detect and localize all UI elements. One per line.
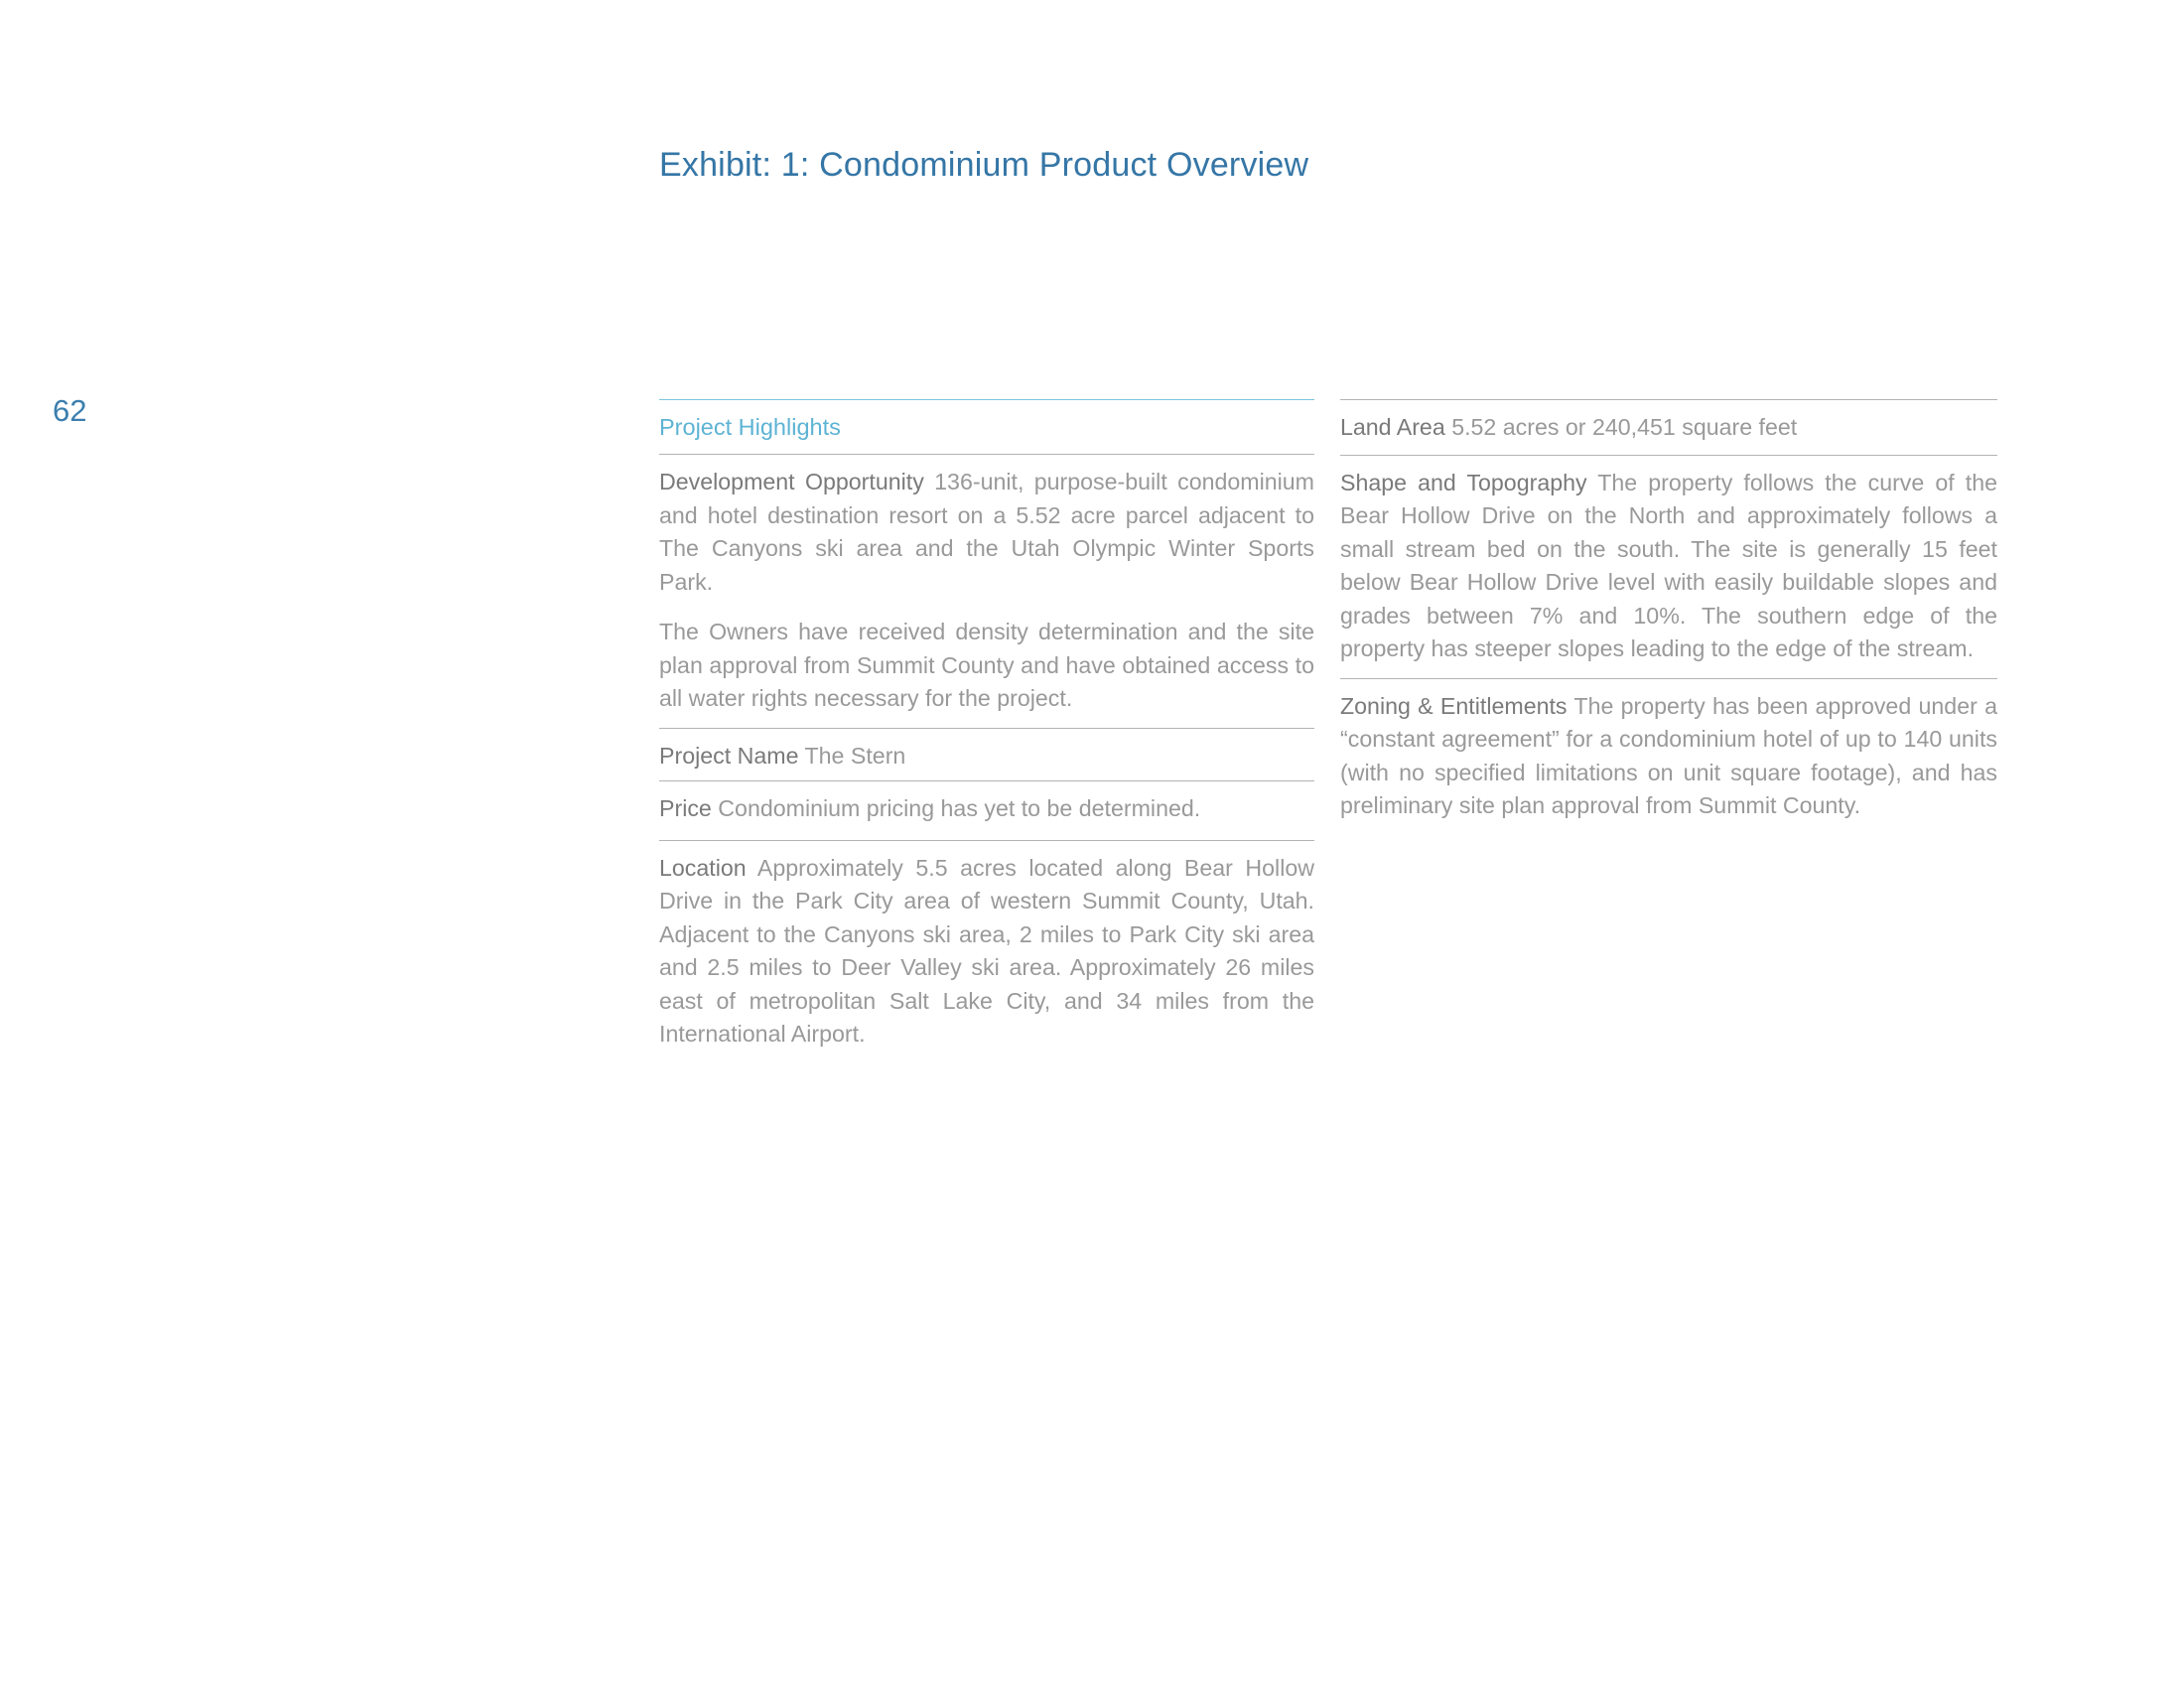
location-text: Approximately 5.5 acres located along Bear Hollow Drive in the Park City area of western Summit County, Utah. Adjacent to the Canyons ski area, 2 miles to Park City ski area and 2.5 miles to Deer Valley ski area. Approximately 26 miles east of metropolitan Salt Lake City, and 34 miles from the International Airport. (659, 854, 1314, 1047)
shape-topography-label: Shape and Topography (1340, 469, 1587, 495)
location-section (659, 840, 1314, 1063)
zoning-entitlements-section (1340, 678, 1997, 835)
shape-topography-paragraph (1340, 467, 1997, 666)
shape-topography-text: The property follows the curve of the Bear Hollow Drive on the North and approximately follows a small stream bed on the south. The site is generally 15 feet below Bear Hollow Drive level with easily buildable slopes and grades between 7% and 10%. The southern edge of the property has steeper slopes leading to the edge of the stream. (1340, 469, 1997, 661)
left-column (659, 399, 1314, 1063)
project-name-paragraph (659, 740, 1314, 774)
zoning-entitlements-paragraph (1340, 690, 1997, 823)
price-label: Price (659, 795, 712, 821)
development-opportunity-label: Development Opportunity (659, 469, 924, 494)
land-area-section (1340, 399, 1997, 455)
zoning-entitlements-text: The property has been approved under a “constant agreement” for a condominium hotel of up to 140 units (with no specified limitations on unit square footage), and has preliminary site plan approval from Summit County. (1340, 692, 1997, 818)
project-name-label: Project Name (659, 742, 799, 769)
project-name-value: The Stern (804, 742, 906, 769)
land-area-label: Land Area (1340, 414, 1445, 440)
page-title: Exhibit: 1: Condominium Product Overview (659, 146, 1309, 184)
shape-topography-section (1340, 455, 1997, 678)
price-paragraph (659, 792, 1314, 826)
land-area-value: 5.52 acres or 240,451 square feet (1451, 414, 1798, 440)
development-opportunity-section (659, 454, 1314, 728)
approvals-paragraph: The Owners have received density determination and the site plan approval from Summit County and have obtained access to all water rights necessary for the project. (659, 619, 1314, 711)
page-number: 62 (53, 393, 87, 428)
location-paragraph (659, 852, 1314, 1052)
location-label: Location (659, 854, 747, 881)
development-opportunity-text: 136-unit, purpose-built condominium and hotel destination resort on a 5.52 acre parcel adjacent to The Canyons ski area and the Utah Olympic Winter Sports Park. (659, 469, 1314, 595)
zoning-entitlements-label: Zoning & Entitlements (1340, 692, 1568, 719)
land-area-paragraph (1340, 411, 1997, 445)
project-name-section (659, 728, 1314, 781)
price-section (659, 780, 1314, 840)
right-column (1340, 399, 1997, 835)
project-highlights-header (659, 399, 1314, 454)
project-highlights-title: Project Highlights (659, 414, 841, 440)
price-value: Condominium pricing has yet to be determined. (718, 795, 1201, 821)
development-opportunity-paragraph (659, 466, 1314, 599)
